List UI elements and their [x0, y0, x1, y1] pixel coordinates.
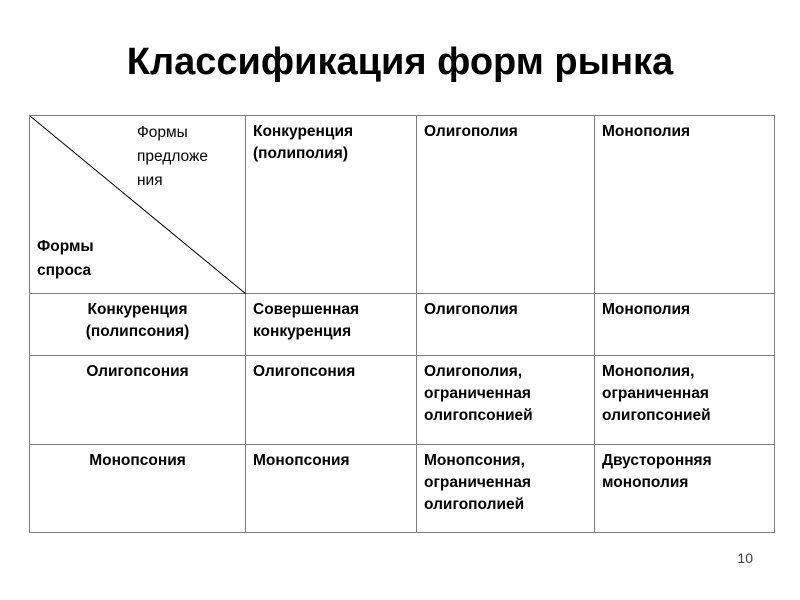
table-cell: Монополия, ограниченная олигопсонией [595, 356, 775, 445]
table-cell: Монопсония [246, 445, 417, 533]
table-cell: Двусторонняя монополия [595, 445, 775, 533]
market-forms-table [29, 115, 775, 533]
row-label: Конкуренция (полипсония) [30, 294, 246, 356]
table-row [30, 356, 775, 445]
table-header-row [30, 116, 775, 294]
table-row [30, 294, 775, 356]
demand-forms-label: Формы спроса [37, 238, 94, 279]
header-cell-competition: Конкуренция (полиполия) [246, 116, 417, 294]
table-cell: Олигополия [417, 294, 595, 356]
page-number: 10 [737, 550, 753, 566]
supply-forms-label: Формы предложе ния [137, 124, 208, 189]
header-cell-oligopoly: Олигополия [417, 116, 595, 294]
table-cell: Совершенная конкуренция [246, 294, 417, 356]
table-cell: Олигопсония [246, 356, 417, 445]
slide-title: Классификация форм рынка [126, 41, 674, 83]
table-cell: Монополия [595, 294, 775, 356]
table-cell: Монопсония, ограниченная олигополией [417, 445, 595, 533]
row-label: Олигопсония [30, 356, 246, 445]
row-label: Монопсония [30, 445, 246, 533]
table-cell: Олигополия, ограниченная олигопсонией [417, 356, 595, 445]
corner-cell [30, 116, 246, 294]
header-cell-monopoly: Монополия [595, 116, 775, 294]
table-row [30, 445, 775, 533]
